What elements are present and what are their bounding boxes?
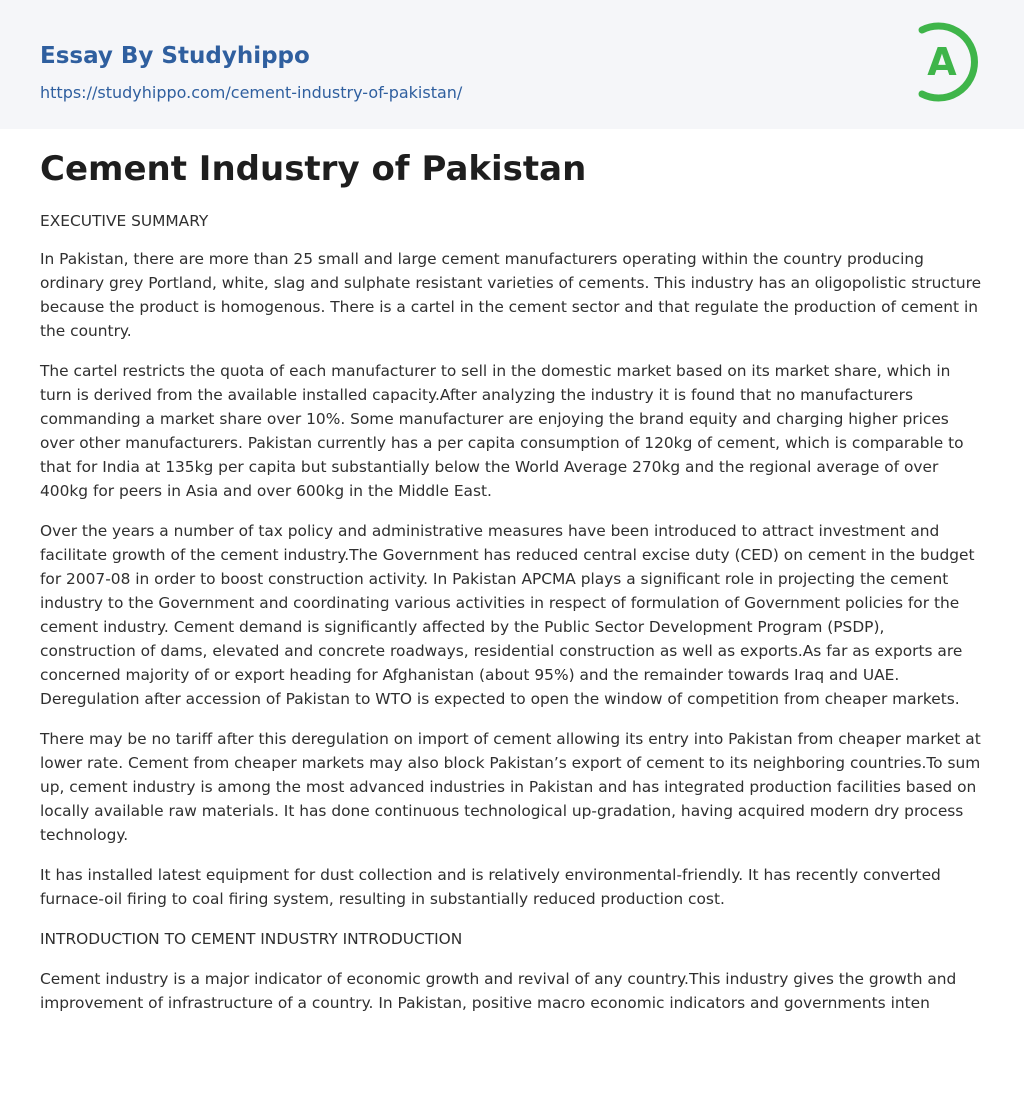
paragraph-1: In Pakistan, there are more than 25 small and large cement manufacturers operating within the country producing ordinary grey Portland, white, slag and sulphate resistant varieties of cements. This industry has an oligopolistic structure because the product is homogenous. There is a cartel in the cement sector and that regulate the production of cement in the country.	[40, 250, 982, 340]
paragraph-6: Cement industry is a major indicator of economic growth and revival of any country.This industry gives the growth and improvement of infrastructure of a country. In Pakistan, positive macro economic indicators and governments inten	[40, 970, 957, 1012]
page-title: Cement Industry of Pakistan	[40, 149, 587, 189]
section-heading-introduction: INTRODUCTION TO CEMENT INDUSTRY INTRODUCTION	[40, 930, 463, 948]
article-body	[0, 129, 1024, 1015]
essay-url-link[interactable]: https://studyhippo.com/cement-industry-of-pakistan/	[40, 83, 463, 102]
site-header	[0, 0, 1024, 129]
paragraph-4: There may be no tariff after this deregulation on import of cement allowing its entry into Pakistan from cheaper market at lower rate. Cement from cheaper markets may also block Pakistan’s export of cement to its neighboring countries.To sum up, cement industry is among the most advanced industries in Pakistan and has integrated production facilities based on locally available raw materials. It has done continuous technological up-gradation, having acquired modern dry process technology.	[40, 730, 981, 844]
logo-letter: A	[927, 40, 957, 84]
section-heading-executive-summary: EXECUTIVE SUMMARY	[40, 212, 209, 230]
paragraph-5: It has installed latest equipment for dust collection and is relatively environmental-friendly. It has recently converted furnace-oil firing to coal firing system, resulting in substantially reduced production cost.	[40, 866, 941, 908]
paragraph-2: The cartel restricts the quota of each manufacturer to sell in the domestic market based on its market share, which in turn is derived from the available installed capacity.After analyzing the industry it is found that no manufacturers commanding a market share over 10%. Some manufacturer are enjoying the brand equity and charging higher prices over other manufacturers. Pakistan currently has a per capita consumption of 120kg of cement, which is comparable to that for India at 135kg per capita but substantially below the World Average 270kg and the regional average of over 400kg for peers in Asia and over 600kg in the Middle East.	[40, 362, 964, 500]
paragraph-3: Over the years a number of tax policy and administrative measures have been introduced to attract investment and facilitate growth of the cement industry.The Government has reduced central excise duty (CED) on cement in the budget for 2007-08 in order to boost construction activity. In Pakistan APCMA plays a significant role in projecting the cement industry to the Government and coordinating various activities in respect of formulation of Government policies for the cement industry. Cement demand is significantly affected by the Public Sector Development Program (PSDP), construction of dams, elevated and concrete roadways, residential construction as well as exports.As far as exports are concerned majority of or export heading for Afghanistan (about 95%) and the remainder towards Iraq and UAE. Deregulation after accession of Pakistan to WTO is expected to open the window of competition from cheaper markets.	[40, 522, 975, 708]
studyhippo-logo-icon[interactable]	[916, 18, 986, 106]
brand-title[interactable]: Essay By Studyhippo	[40, 43, 310, 69]
